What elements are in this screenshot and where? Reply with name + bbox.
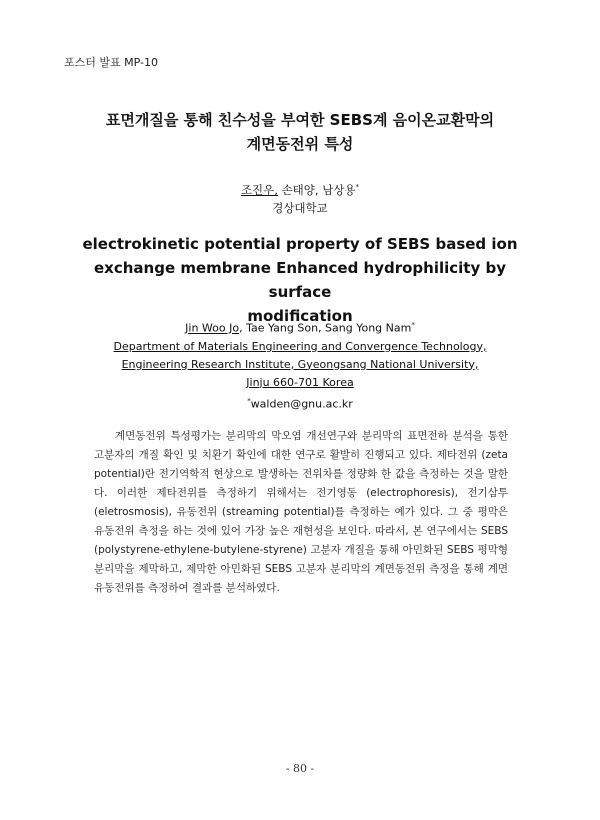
- english-title-line-3: modification: [247, 307, 353, 325]
- english-city: Jinju 660-701 Korea: [246, 375, 354, 389]
- english-coauthors: , Tae Yang Son, Sang Yong Nam: [239, 321, 412, 335]
- korean-presenting-author: 조진우,: [240, 182, 278, 197]
- korean-affiliation: 경상대학교: [272, 200, 328, 215]
- english-title: [70, 232, 530, 328]
- english-title-line-1: electrokinetic potential property of SEBS based ion: [82, 235, 518, 253]
- poster-session-label: 포스터 발표 MP-10: [64, 56, 158, 69]
- korean-authors-block: [0, 178, 600, 217]
- abstract-paragraph: 계면동전위 특성평가는 분리막의 막오염 개선연구와 분리막의 표면전하 분석을 통한 고분자의 개질 확인 및 치환기 확인에 대한 연구로 활발히 진행되고 있다. 제타전위 (zeta potential)란 전기역학적 현상으로 발생하는 전위차를 정량화 한 값을 측정하는 것을 말한다. 이러한 제타전위를 측정하기 위해서는 전기영동 (electrophoresis), 전기삼투 (eletrosmosis), 유동전위 (streaming potential)를 측정하는 예가 있다. 그 중 평막은 유동전위 측정을 하는 것에 있어 가장 높은 재현성을 보인다. 따라서, 본 연구에서는 SEBS (polystyrene-ethylene-butylene-styrene) 고분자 개질을 통해 아민화된 SEBS 평막형 분리막을 제막하고, 제막한 아민화된 SEBS 고분자 분리막의 계면동전위 측정을 통해 계면 유동전위를 측정하여 결과를 분석하였다.: [94, 429, 508, 594]
- korean-title-line-2: 계면동전위 특성: [246, 135, 354, 153]
- korean-title: [0, 108, 600, 156]
- page-number: - 80 -: [285, 762, 315, 775]
- korean-corresponding-mark: *: [355, 183, 360, 191]
- english-title-line-2: exchange membrane Enhanced hydrophilicity by surface: [93, 259, 506, 301]
- email-line: [90, 392, 510, 414]
- english-corresponding-mark: *: [411, 321, 415, 329]
- english-authors-block: [90, 316, 510, 413]
- korean-title-line-1: 표면개질을 통해 친수성을 부여한 SEBS계 음이온교환막의: [105, 111, 495, 129]
- korean-coauthors: 손태양, 남상용: [277, 182, 356, 197]
- email-mark: *: [247, 396, 251, 405]
- english-presenting-author: Jin Woo Jo: [185, 321, 240, 335]
- korean-author-line: [0, 178, 600, 199]
- english-institute: Engineering Research Institute, Gyeongsang National University,: [121, 357, 479, 371]
- english-department: Department of Materials Engineering and Convergence Technology,: [113, 339, 487, 353]
- email-address: walden@gnu.ac.kr: [250, 397, 353, 411]
- english-author-line: [90, 316, 510, 338]
